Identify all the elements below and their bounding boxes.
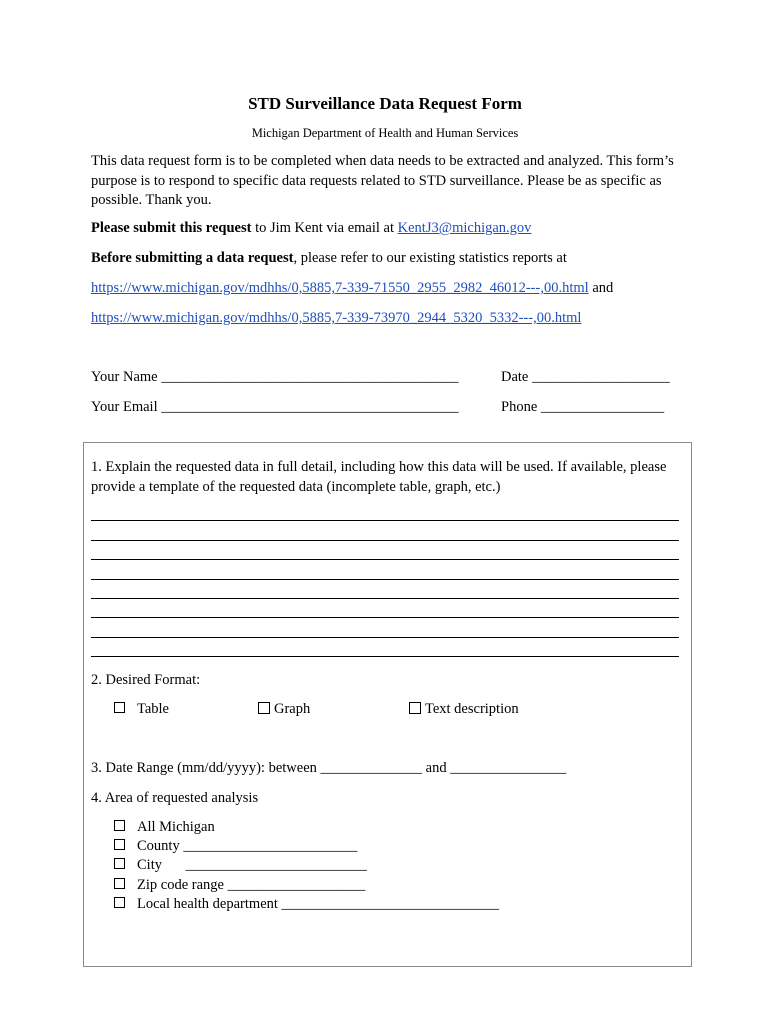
- phone-label: Phone: [501, 399, 538, 415]
- date-range-start-blank[interactable]: ______________: [320, 760, 423, 776]
- checkbox-icon[interactable]: [114, 820, 125, 831]
- submit-text: to Jim Kent via email at: [251, 220, 398, 236]
- before-text: , please refer to our existing statistics reports at: [293, 250, 567, 266]
- link1-suffix: and: [588, 280, 614, 296]
- date-range-end-blank[interactable]: ________________: [450, 760, 567, 776]
- intro-paragraph: This data request form is to be completed when data needs to be extracted and analyzed. This form’s purpose is to respond to specific data requests related to STD surveillance. Please be as specific as possible. Thank you.: [91, 153, 674, 208]
- link1-line: [91, 280, 613, 297]
- date-label: Date: [501, 369, 529, 385]
- checkbox-icon[interactable]: [114, 878, 125, 889]
- checkbox-icon[interactable]: [114, 858, 125, 869]
- checkbox-icon[interactable]: [114, 839, 125, 850]
- checkbox-icon[interactable]: [114, 897, 125, 908]
- before-bold-text: Before submitting a data request: [91, 250, 294, 266]
- area-option-zip-code-range[interactable]: [114, 877, 365, 894]
- email-blank[interactable]: _________________________________________: [161, 399, 459, 415]
- answer-line[interactable]: [91, 617, 679, 618]
- area-option-blank[interactable]: _________________________: [185, 857, 367, 873]
- phone-blank[interactable]: _________________: [540, 399, 665, 415]
- page-subtitle: Michigan Department of Health and Human Services: [251, 126, 519, 140]
- checkbox-icon[interactable]: [258, 702, 270, 714]
- format-option-label: Text description: [425, 701, 519, 717]
- area-option-all-michigan[interactable]: [114, 819, 215, 836]
- answer-line[interactable]: [91, 579, 679, 580]
- area-option-label: Local health department: [137, 896, 278, 912]
- link2-line: [91, 310, 581, 327]
- statistics-link-2[interactable]: https://www.michigan.gov/mdhhs/0,5885,7-339-73970_2944_5320_5332---,00.html: [91, 310, 582, 326]
- format-option-text-description[interactable]: [409, 701, 519, 718]
- answer-line[interactable]: [91, 559, 679, 560]
- name-blank[interactable]: _________________________________________: [161, 369, 459, 385]
- name-field[interactable]: [91, 369, 458, 386]
- area-option-label: Zip code range: [137, 877, 224, 893]
- checkbox-icon[interactable]: [114, 702, 125, 713]
- answer-line[interactable]: [91, 540, 679, 541]
- page-title: STD Surveillance Data Request Form: [248, 94, 522, 113]
- date-range-and: and: [425, 760, 447, 776]
- answer-line[interactable]: [91, 520, 679, 521]
- question-3-label: 3. Date Range (mm/dd/yyyy): between: [91, 760, 317, 776]
- name-label: Your Name: [91, 369, 158, 385]
- submit-line: [91, 220, 531, 237]
- phone-field[interactable]: [501, 399, 664, 416]
- statistics-link-1[interactable]: https://www.michigan.gov/mdhhs/0,5885,7-339-71550_2955_2982_46012---,00.html: [91, 280, 589, 296]
- date-blank[interactable]: ___________________: [532, 369, 670, 385]
- question-4-label: 4. Area of requested analysis: [91, 790, 259, 806]
- email-link[interactable]: KentJ3@michigan.gov: [397, 220, 532, 236]
- before-line: [91, 250, 567, 267]
- format-option-graph[interactable]: [258, 701, 310, 718]
- answer-line[interactable]: [91, 656, 679, 657]
- area-option-local-health-department[interactable]: [114, 896, 499, 913]
- submit-bold-text: Please submit this request: [91, 220, 252, 236]
- date-field[interactable]: [501, 369, 670, 386]
- area-option-label: County: [137, 838, 180, 854]
- email-label: Your Email: [91, 399, 158, 415]
- format-option-table[interactable]: [114, 701, 169, 718]
- checkbox-icon[interactable]: [409, 702, 421, 714]
- area-option-label: All Michigan: [137, 819, 215, 835]
- area-option-label: City: [137, 857, 162, 873]
- area-option-county[interactable]: [114, 838, 357, 855]
- answer-line[interactable]: [91, 598, 679, 599]
- question-3-line: [91, 760, 566, 777]
- question-1-text: 1. Explain the requested data in full detail, including how this data will be used. If available, please provide a template of the requested data (incomplete table, graph, etc.): [91, 459, 667, 495]
- email-field[interactable]: [91, 399, 458, 416]
- area-option-blank[interactable]: ___________________: [227, 877, 366, 893]
- area-option-blank[interactable]: ______________________________: [281, 896, 500, 912]
- format-option-label: Table: [137, 701, 169, 717]
- area-option-city[interactable]: [114, 857, 367, 874]
- area-option-blank[interactable]: ________________________: [183, 838, 358, 854]
- answer-line[interactable]: [91, 637, 679, 638]
- question-2-label: 2. Desired Format:: [91, 672, 201, 688]
- format-option-label: Graph: [274, 701, 311, 717]
